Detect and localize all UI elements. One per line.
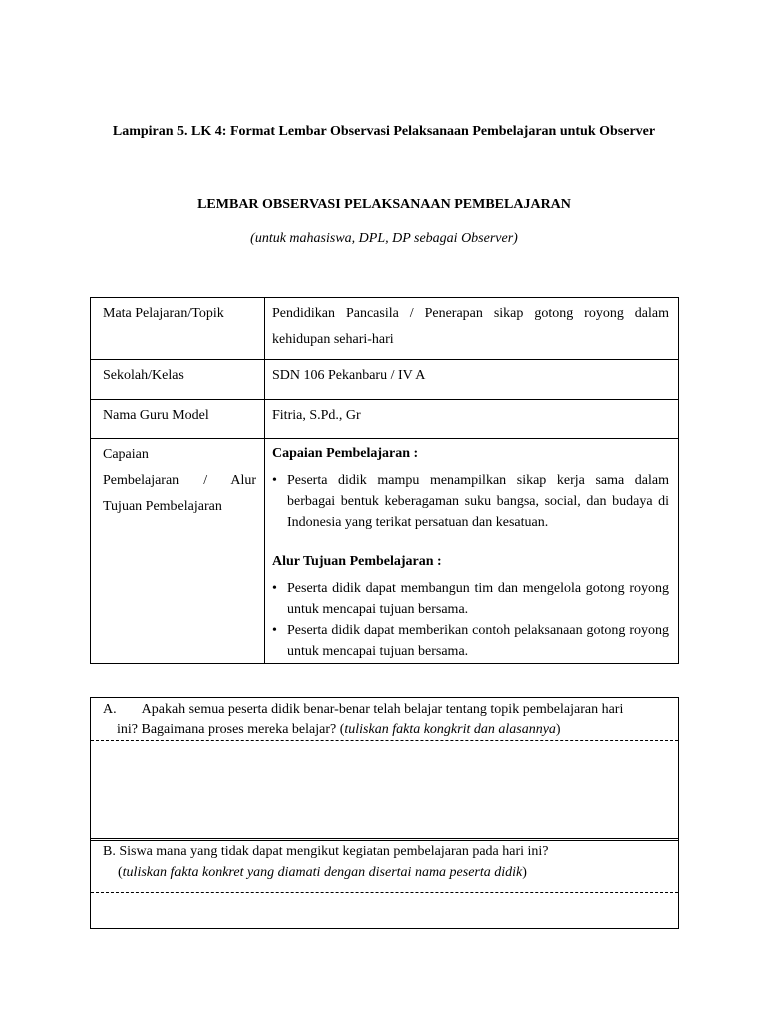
value-mata-pelajaran-line1: Pendidikan Pancasila / Penerapan sikap gotong royong dalam bbox=[272, 306, 669, 321]
cp-list bbox=[272, 470, 669, 533]
list-item: • Peserta didik dapat memberikan contoh pelaksanaan gotong royong untuk mencapai tujuan bersama. bbox=[287, 620, 669, 662]
question-a-line1 bbox=[103, 700, 660, 720]
cp-heading: Capaian Pembelajaran : bbox=[272, 446, 419, 461]
page-title: LEMBAR OBSERVASI PELAKSANAAN PEMBELAJARAN bbox=[197, 197, 571, 212]
label-capaian bbox=[91, 439, 265, 664]
answer-area-a[interactable] bbox=[91, 741, 678, 839]
question-b-box bbox=[90, 838, 679, 929]
question-a-line1-text: Apakah semua peserta didik benar-benar telah belajar tentang topik pembelajaran hari bbox=[141, 702, 624, 717]
question-b-text bbox=[91, 839, 678, 883]
list-item: • Peserta didik dapat membangun tim dan mengelola gotong royong untuk mencapai tujuan bersama. bbox=[287, 578, 669, 620]
question-b-line2-close: ) bbox=[522, 865, 527, 880]
table-row bbox=[91, 360, 679, 400]
answer-area-b[interactable] bbox=[91, 893, 678, 926]
atp-heading: Alur Tujuan Pembelajaran : bbox=[272, 554, 442, 569]
document-heading: Lampiran 5. LK 4: Format Lembar Observasi Pelaksanaan Pembelajaran untuk Observer bbox=[112, 124, 656, 139]
label-capaian-line2: Pembelajaran / Alur bbox=[103, 473, 256, 488]
question-a-line2-plain: ini? Bagaimana proses mereka belajar? ( bbox=[117, 722, 345, 737]
label-mata-pelajaran: Mata Pelajaran/Topik bbox=[91, 298, 265, 360]
question-b-line2-open: ( bbox=[118, 865, 123, 880]
question-a-line2-italic: tuliskan fakta kongkrit dan alasannya bbox=[344, 722, 556, 737]
label-capaian-line1: Capaian bbox=[103, 447, 149, 462]
page-subtitle: (untuk mahasiswa, DPL, DP sebagai Observer) bbox=[250, 231, 518, 246]
question-a-text bbox=[91, 698, 678, 740]
value-capaian bbox=[265, 439, 679, 664]
question-a-line2 bbox=[103, 720, 660, 740]
label-nama-guru: Nama Guru Model bbox=[91, 400, 265, 439]
table-row bbox=[91, 439, 679, 664]
value-nama-guru: Fitria, S.Pd., Gr bbox=[265, 400, 679, 439]
list-item: • Peserta didik mampu menampilkan sikap kerja sama dalam berbagai bentuk keberagaman suku bangsa, social, dan budaya di Indonesia yang terikat persatuan dan kesatuan. bbox=[287, 470, 669, 533]
atp-list bbox=[272, 578, 669, 662]
label-sekolah-kelas: Sekolah/Kelas bbox=[91, 360, 265, 400]
question-a-marker: A. bbox=[103, 702, 117, 717]
value-sekolah-kelas: SDN 106 Pekanbaru / IV A bbox=[265, 360, 679, 400]
question-b-line1: B. Siswa mana yang tidak dapat mengikut kegiatan pembelajaran pada hari ini? bbox=[103, 844, 549, 859]
label-capaian-line3: Tujuan Pembelajaran bbox=[103, 499, 222, 514]
value-mata-pelajaran-line2: kehidupan sehari-hari bbox=[272, 332, 394, 347]
question-a-box bbox=[90, 697, 679, 841]
value-mata-pelajaran bbox=[265, 298, 679, 360]
info-table bbox=[90, 297, 679, 664]
table-row bbox=[91, 298, 679, 360]
question-a-line2-end: ) bbox=[555, 722, 561, 737]
question-b-line2 bbox=[103, 862, 660, 883]
table-row bbox=[91, 400, 679, 439]
question-b-line2-italic: tuliskan fakta konkret yang diamati dengan disertai nama peserta didik bbox=[122, 865, 523, 880]
